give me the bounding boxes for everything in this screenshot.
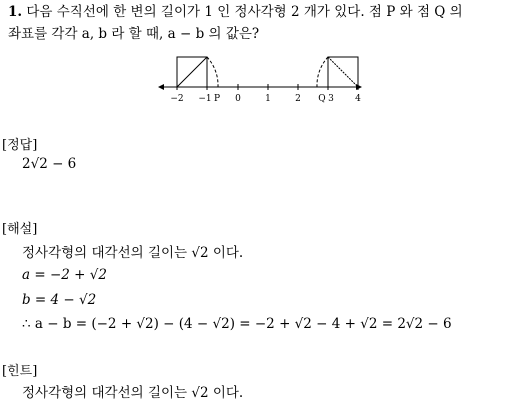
left-arc <box>207 57 218 87</box>
problem-line-2: 좌표를 각각 a, b 라 할 때, a − b 의 값은? <box>8 26 260 42</box>
tick-label: 4 <box>355 94 361 104</box>
tick-label: 0 <box>235 94 241 104</box>
tick-label: 1 <box>265 94 271 104</box>
right-arc <box>317 57 328 87</box>
left-diagonal <box>177 57 207 87</box>
explanation-line-3: b = 4 − √2 <box>22 292 97 308</box>
tick-label: 2 <box>295 94 301 104</box>
explanation-line-4: ∴ a − b = (−2 + √2) − (4 − √2) = −2 + √2 − 4 + √2 = 2√2 − 6 <box>22 316 452 332</box>
problem-text-1: 다음 수직선에 한 변의 길이가 1 인 정사각형 2 개가 있다. 점 P 와 점 Q 의 <box>26 4 463 20</box>
hint-line-1: 정사각형의 대각선의 길이는 √2 이다. <box>22 385 244 401</box>
answer-label: [정답] <box>2 138 38 153</box>
point-label-q: Q <box>318 94 326 104</box>
hint-label: [힌트] <box>2 364 38 379</box>
number-line-figure <box>150 52 375 106</box>
point-label-p: P <box>213 94 221 104</box>
explanation-label: [해설] <box>2 222 38 237</box>
problem-line-1 <box>8 2 463 23</box>
answer-value: 2√2 − 6 <box>22 156 77 172</box>
right-diagonal <box>328 57 358 87</box>
tick-label: −2 <box>170 94 184 104</box>
tick-label: 3 <box>328 94 334 104</box>
explanation-line-2: a = −2 + √2 <box>22 267 107 283</box>
tick-label: −1 <box>198 94 212 104</box>
axis-arrow-left <box>158 84 164 90</box>
problem-number: 1. <box>8 4 23 20</box>
explanation-line-1: 정사각형의 대각선의 길이는 √2 이다. <box>22 245 244 261</box>
